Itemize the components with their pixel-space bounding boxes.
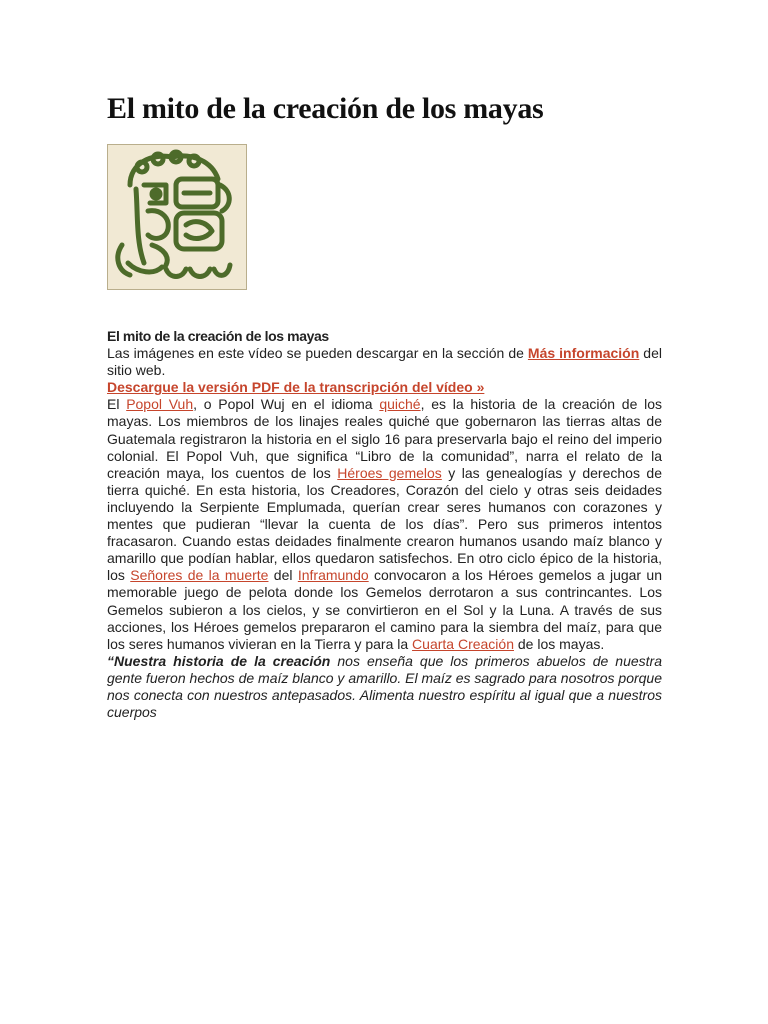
- maya-glyph-icon: [108, 145, 246, 289]
- page-title: El mito de la creación de los mayas: [107, 92, 544, 125]
- maya-glyph-image: [107, 144, 247, 290]
- intro-paragraph: [107, 345, 662, 379]
- intro-text-end: del sitio web.: [107, 345, 662, 379]
- body-text: y las genealogías y derechos de tierra quiché. En esta historia, los Creadores, Corazón del cielo y otras seis deidades incluyendo la Serpiente Emplumada, querían crear seres humanos con corazones y mentes que pudieran “llevar la cuenta de los días”. Pero sus primeros intentos fracasaron. Cuando estas deidades finalmente crearon humanos usando maíz blanco y amarillo que podían hablar, ellos quedaron satisfechos. En otro ciclo épico de la historia, los: [107, 464, 662, 584]
- quote-lead: “Nuestra historia de la creación: [107, 652, 331, 669]
- body-text: del: [268, 567, 298, 584]
- body-text: convocaron a los Héroes gemelos a jugar un memorable juego de pelota donde los Gemelos derrotaron a sus contrincantes. Los Gemelos subieron a los cielos, y se convirtieron en el Sol y la Luna. A través de sus acciones, los Héroes gemelos prepararon el camino para la siembra del maíz, para que los seres humanos vivieran en la Tierra y para la: [107, 567, 663, 652]
- cuarta-creacion-link[interactable]: Cuarta Creación: [412, 635, 514, 652]
- quiche-link[interactable]: quiché: [379, 396, 421, 413]
- pdf-download-link[interactable]: Descargue la versión PDF de la transcripción del vídeo »: [107, 379, 485, 396]
- main-paragraph: [107, 396, 662, 652]
- article-body: [107, 328, 662, 721]
- popol-vuh-link[interactable]: Popol Vuh: [126, 396, 194, 413]
- intro-text: Las imágenes en este vídeo se pueden descargar en la sección de: [107, 345, 528, 362]
- body-text: de los mayas.: [513, 635, 605, 652]
- quote-text: nos enseña que los primeros abuelos de nuestra gente fueron hechos de maíz blanco y amarillo. El maíz es sagrado para nosotros porque nos conecta con nuestros antepasados. Alimenta nuestro espíritu al igual que a nuestros cuerpos: [107, 652, 662, 721]
- pdf-paragraph: [107, 379, 662, 396]
- body-text: El: [107, 396, 127, 413]
- body-text: , o Popol Wuj en el idioma: [193, 396, 380, 413]
- heroes-gemelos-link[interactable]: Héroes gemelos: [337, 464, 442, 481]
- senores-muerte-link[interactable]: Señores de la muerte: [130, 567, 269, 584]
- inframundo-link[interactable]: Inframundo: [297, 567, 369, 584]
- more-info-link[interactable]: Más información: [527, 345, 640, 362]
- body-text: , es la historia de la creación de los mayas. Los miembros de los linajes reales quiché que gobernaron las tierras altas de Guatemala registraron la historia en el siglo 16 para preservarla bajo el reino del imperio colonial. El Popol Vuh, que significa “Libro de la comunidad”, narra el relato de la creación maya, los cuentos de los: [107, 396, 662, 481]
- section-heading: El mito de la creación de los mayas: [107, 328, 329, 344]
- quote-paragraph: [107, 653, 662, 721]
